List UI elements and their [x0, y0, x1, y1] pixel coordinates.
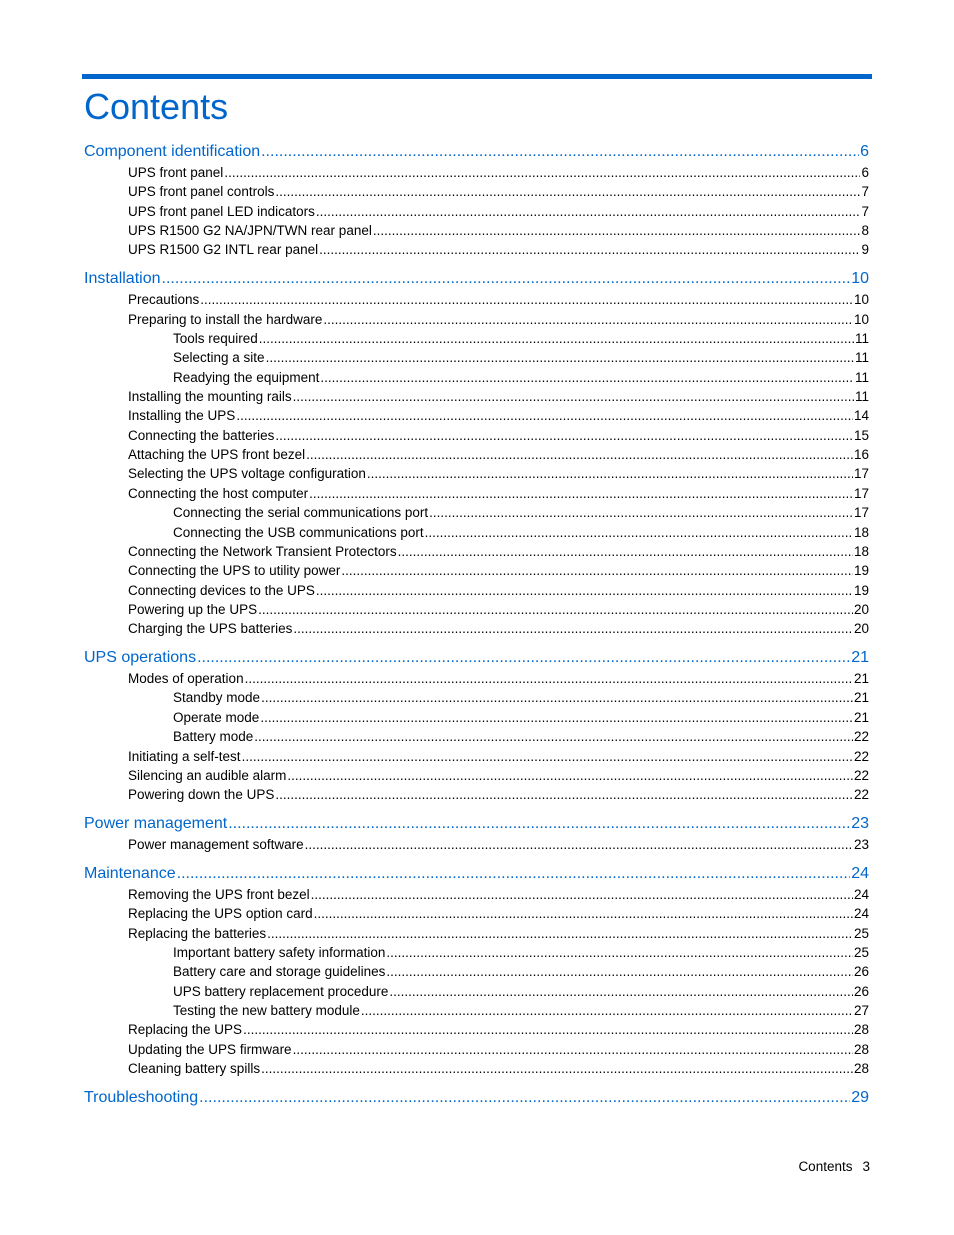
toc-entry[interactable]: [173, 1001, 869, 1020]
toc-entry-title: Power management software: [128, 837, 304, 852]
dot-leader: [309, 484, 853, 503]
toc-entry-page: 7: [861, 184, 869, 200]
toc-entry-title: Initiating a self-test: [128, 748, 241, 764]
toc-entry-page: 17: [853, 485, 869, 501]
toc-entry-page: 23: [853, 837, 869, 852]
dot-leader: [425, 523, 853, 542]
toc-entry-title: Standby mode: [173, 690, 261, 706]
toc-entry[interactable]: [173, 962, 869, 981]
footer-page-number: 3: [862, 1159, 870, 1174]
toc-entry-page: 22: [853, 729, 869, 745]
toc-entry-page: 20: [853, 601, 869, 617]
toc-entry[interactable]: [128, 835, 869, 854]
toc-entry[interactable]: [128, 221, 869, 240]
dot-leader: [261, 141, 859, 163]
dot-leader: [245, 669, 853, 688]
dot-leader: [260, 708, 853, 727]
dot-leader: [293, 619, 853, 638]
toc-entry[interactable]: [128, 310, 869, 329]
toc-entry-page: 26: [853, 964, 869, 980]
toc-entry-page: 19: [853, 582, 869, 598]
toc-entry-title: Silencing an audible alarm: [128, 767, 287, 783]
toc-entry[interactable]: [128, 426, 869, 445]
toc-entry-page: 24: [853, 886, 869, 902]
toc-entry-page: 21: [851, 649, 869, 667]
dot-leader: [287, 766, 853, 785]
dot-leader: [316, 202, 861, 221]
toc-entry-title: UPS front panel: [128, 165, 224, 180]
toc-entry[interactable]: [128, 464, 869, 483]
toc-entry-title: Preparing to install the hardware: [128, 311, 323, 327]
toc-entry-title: UPS R1500 G2 INTL rear panel: [128, 242, 319, 258]
toc-entry-page: 10: [853, 311, 869, 327]
toc-entry-page: 22: [853, 787, 869, 803]
toc-entry-page: 16: [853, 447, 869, 463]
toc-entry-title: Testing the new battery module: [173, 1003, 360, 1018]
toc-entry[interactable]: [128, 885, 869, 904]
dot-leader: [305, 835, 853, 854]
dot-leader: [314, 904, 853, 923]
toc-entry[interactable]: [173, 348, 869, 367]
toc-entry-page: 24: [851, 864, 869, 882]
dot-leader: [261, 1059, 853, 1078]
toc-entry[interactable]: [128, 766, 869, 785]
toc-entry[interactable]: [173, 329, 869, 348]
toc-entry[interactable]: [128, 1040, 869, 1059]
toc-entry[interactable]: [128, 387, 869, 406]
toc-entry-page: 25: [853, 944, 869, 960]
dot-leader: [197, 647, 850, 669]
dot-leader: [259, 329, 854, 348]
toc-entry-title: Cleaning battery spills: [128, 1061, 261, 1076]
dot-leader: [199, 1087, 850, 1109]
toc-entry[interactable]: [173, 503, 869, 522]
toc-entry[interactable]: [128, 484, 869, 503]
toc-entry[interactable]: [128, 163, 869, 182]
toc-entry[interactable]: [128, 290, 869, 309]
toc-entry-page: 21: [853, 671, 869, 687]
toc-entry-title: Connecting the UPS to utility power: [128, 563, 341, 579]
dot-leader: [341, 561, 853, 580]
page-footer: [798, 1157, 870, 1176]
toc-entry[interactable]: [128, 619, 869, 638]
toc-entry-page: 28: [853, 1041, 869, 1057]
toc-entry-title: Installing the mounting rails: [128, 389, 292, 404]
dot-leader: [323, 310, 853, 329]
toc-entry-page: 7: [861, 203, 869, 219]
toc-entry-page: 25: [853, 925, 869, 941]
toc-entry-title: Readying the equipment: [173, 369, 320, 385]
toc-entry-title: Connecting the serial communications port: [173, 505, 429, 521]
toc-entry[interactable]: [128, 785, 869, 804]
toc-entry-page: 23: [851, 815, 869, 832]
toc-entry[interactable]: [128, 669, 869, 688]
toc-entry-title: Charging the UPS batteries: [128, 621, 293, 637]
dot-leader: [386, 943, 853, 962]
toc-entry-title: Installing the UPS: [128, 408, 236, 424]
toc-entry-title: Connecting the host computer: [128, 485, 309, 501]
toc-entry-title: Replacing the batteries: [128, 925, 267, 941]
toc-entry-page: 11: [854, 331, 869, 346]
toc-entry-title: Connecting devices to the UPS: [128, 582, 315, 598]
toc-entry-page: 26: [853, 983, 869, 999]
toc-entry-title: Battery care and storage guidelines: [173, 964, 386, 980]
toc-entry-title: Tools required: [173, 331, 258, 346]
dot-leader: [275, 182, 860, 201]
dot-leader: [261, 688, 853, 707]
dot-leader: [361, 1001, 853, 1020]
toc-entry[interactable]: [173, 368, 869, 387]
toc-entry-title: Connecting the Network Transient Protectors: [128, 543, 397, 559]
toc-entry-title: Power management: [84, 815, 228, 832]
toc-entry-title: Connecting the batteries: [128, 427, 275, 443]
toc-entry[interactable]: [128, 406, 869, 425]
toc-entry-page: 28: [853, 1022, 869, 1038]
dot-leader: [275, 785, 853, 804]
toc-entry[interactable]: [173, 982, 869, 1001]
dot-leader: [389, 982, 853, 1001]
dot-leader: [177, 863, 851, 885]
toc-entry-page: 17: [853, 466, 869, 482]
toc-chapter-entry[interactable]: [84, 813, 869, 835]
toc-entry-title: Removing the UPS front bezel: [128, 886, 310, 902]
toc-entry-page: 27: [853, 1003, 869, 1018]
dot-leader: [398, 542, 853, 561]
toc-entry-title: UPS battery replacement procedure: [173, 983, 389, 999]
toc-entry-page: 8: [861, 223, 869, 238]
toc-entry[interactable]: [128, 581, 869, 600]
toc-entry[interactable]: [128, 747, 869, 766]
toc-entry[interactable]: [128, 1020, 869, 1039]
toc-entry-title: Battery mode: [173, 729, 254, 745]
toc-entry[interactable]: [173, 943, 869, 962]
toc-entry-title: Selecting a site: [173, 350, 265, 366]
toc-entry-title: Important battery safety information: [173, 944, 386, 960]
toc-entry-title: Operate mode: [173, 709, 260, 725]
dot-leader: [266, 348, 854, 367]
toc-entry-title: Connecting the USB communications port: [173, 524, 424, 540]
toc-entry-page: 10: [853, 292, 869, 308]
page-title: Contents: [84, 86, 229, 127]
toc-entry-title: Powering up the UPS: [128, 601, 258, 617]
toc-entry[interactable]: [128, 1059, 869, 1078]
dot-leader: [236, 406, 853, 425]
toc-entry-page: 29: [851, 1088, 869, 1106]
toc-entry[interactable]: [128, 202, 869, 221]
toc-entry-page: 15: [853, 427, 869, 443]
dot-leader: [267, 924, 853, 943]
toc-entry-title: UPS front panel LED indicators: [128, 203, 315, 219]
dot-leader: [386, 962, 853, 981]
toc-entry-page: 20: [853, 621, 869, 637]
toc-entry[interactable]: [128, 240, 869, 259]
toc-entry-title: Precautions: [128, 292, 200, 308]
toc-entry-page: 22: [853, 767, 869, 783]
dot-leader: [254, 727, 853, 746]
footer-section: Contents: [798, 1159, 853, 1174]
dot-leader: [162, 268, 851, 290]
toc-entry-page: 11: [854, 389, 869, 404]
toc-entry-page: 24: [853, 906, 869, 922]
toc-entry-title: UPS operations: [84, 649, 197, 667]
toc-entry[interactable]: [128, 924, 869, 943]
toc-entry-page: 14: [853, 408, 869, 424]
toc-entry-page: 22: [853, 748, 869, 764]
toc-entry-title: UPS front panel controls: [128, 184, 275, 200]
dot-leader: [228, 813, 850, 835]
dot-leader: [373, 221, 861, 240]
toc-entry-title: Modes of operation: [128, 671, 244, 687]
toc-entry-page: 28: [853, 1061, 869, 1076]
toc-entry-page: 21: [853, 709, 869, 725]
dot-leader: [200, 290, 853, 309]
toc-entry-page: 21: [853, 690, 869, 706]
toc-entry[interactable]: [128, 561, 869, 580]
toc-entry-page: 10: [851, 270, 869, 288]
dot-leader: [293, 1040, 853, 1059]
toc-entry-page: 11: [854, 369, 869, 385]
toc-entry-title: Troubleshooting: [84, 1088, 199, 1106]
toc-entry-title: Maintenance: [84, 864, 176, 882]
toc-entry[interactable]: [173, 727, 869, 746]
toc-entry-title: Replacing the UPS: [128, 1022, 243, 1038]
toc-entry[interactable]: [128, 445, 869, 464]
dot-leader: [224, 163, 860, 182]
dot-leader: [311, 885, 853, 904]
toc-entry-page: 18: [853, 543, 869, 559]
dot-leader: [367, 464, 853, 483]
toc-entry-page: 11: [854, 350, 869, 366]
dot-leader: [275, 426, 853, 445]
toc-entry-page: 6: [861, 165, 869, 180]
toc-entry-title: UPS R1500 G2 NA/JPN/TWN rear panel: [128, 223, 372, 238]
toc-entry-page: 17: [853, 505, 869, 521]
dot-leader: [429, 503, 853, 522]
toc-entry-title: Attaching the UPS front bezel: [128, 447, 306, 463]
dot-leader: [293, 387, 854, 406]
toc-chapter-entry[interactable]: [84, 141, 869, 163]
toc-entry[interactable]: [128, 182, 869, 201]
toc-entry-page: 6: [860, 143, 869, 160]
dot-leader: [243, 1020, 853, 1039]
dot-leader: [242, 747, 853, 766]
toc-chapter-entry[interactable]: [84, 268, 869, 290]
toc-entry[interactable]: [128, 542, 869, 561]
toc-entry[interactable]: [173, 523, 869, 542]
dot-leader: [319, 240, 860, 259]
toc-entry[interactable]: [173, 708, 869, 727]
dot-leader: [316, 581, 853, 600]
toc-chapter-entry[interactable]: [84, 863, 869, 885]
toc-entry[interactable]: [128, 600, 869, 619]
dot-leader: [320, 368, 854, 387]
dot-leader: [258, 600, 853, 619]
toc-entry[interactable]: [128, 904, 869, 923]
toc-entry-title: Selecting the UPS voltage configuration: [128, 466, 366, 482]
toc-chapter-entry[interactable]: [84, 1087, 869, 1109]
toc-entry-page: 18: [853, 524, 869, 540]
toc-entry[interactable]: [173, 688, 869, 707]
dot-leader: [306, 445, 853, 464]
toc-entry-title: Updating the UPS firmware: [128, 1041, 292, 1057]
toc-entry-page: 19: [853, 563, 869, 579]
toc-entry-title: Installation: [84, 270, 161, 288]
toc-entry-title: Replacing the UPS option card: [128, 906, 313, 922]
toc-entry-title: Powering down the UPS: [128, 787, 275, 803]
toc-chapter-entry[interactable]: [84, 647, 869, 669]
toc-entry-page: 9: [861, 242, 869, 258]
toc-entry-title: Component identification: [84, 143, 261, 160]
